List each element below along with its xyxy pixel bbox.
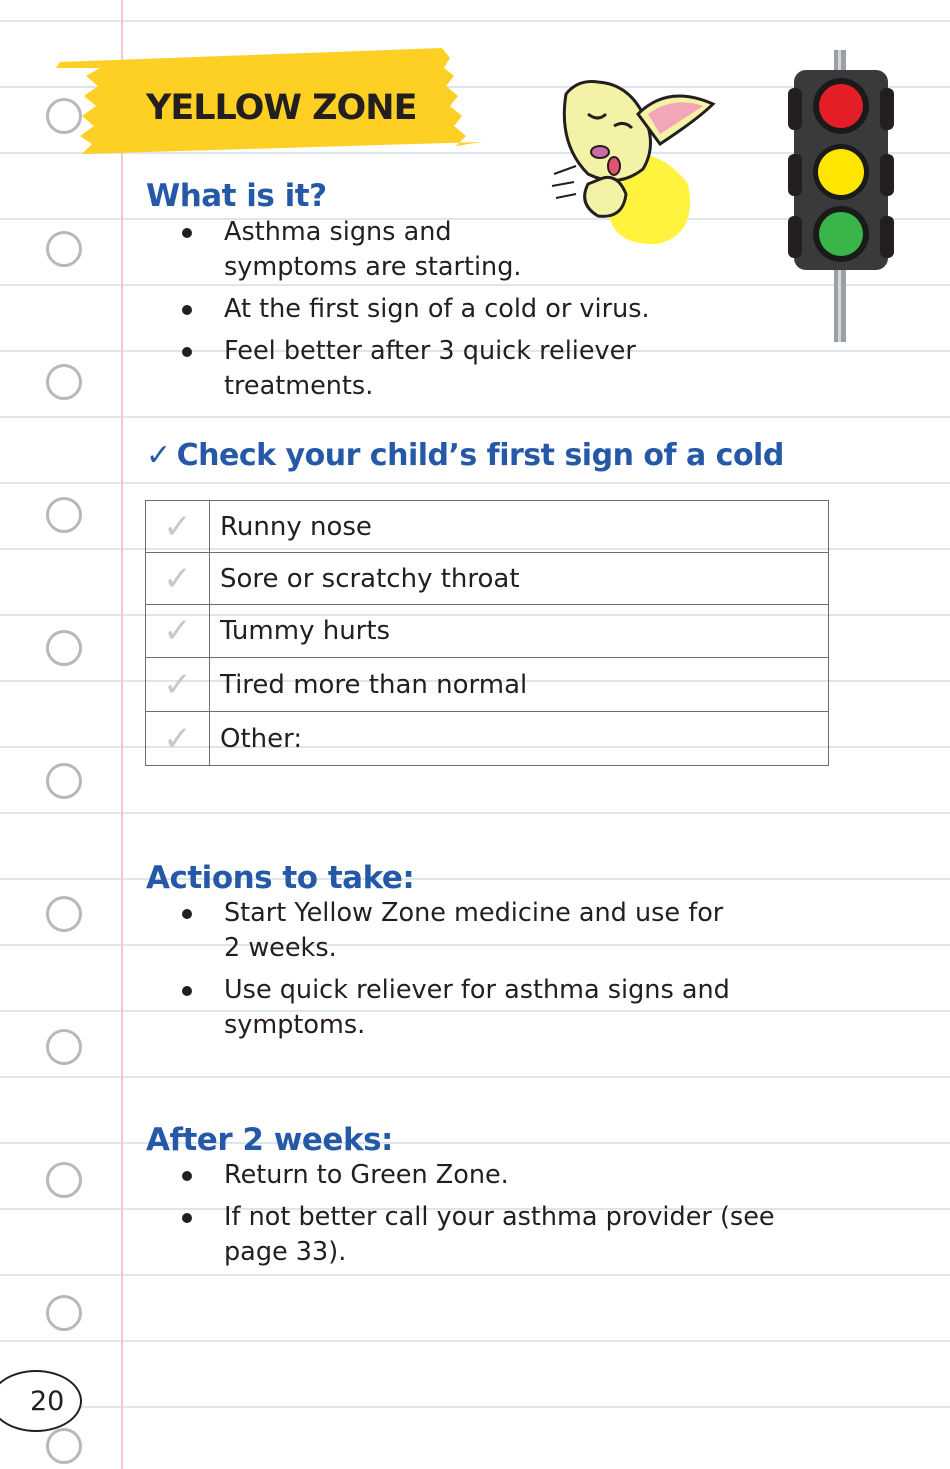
list-item-line: Return to Green Zone.: [224, 1160, 509, 1190]
check-mark-icon: ✓: [163, 506, 192, 547]
binder-ring: [46, 896, 82, 932]
cold-signs-checklist: [145, 500, 829, 766]
checklist-label: Sore or scratchy throat: [210, 553, 829, 605]
list-item: [146, 1158, 786, 1193]
what-is-it-heading: What is it?: [146, 178, 327, 214]
check-mark-icon: ✓: [163, 611, 192, 651]
list-item-line: 2 weeks.: [224, 933, 337, 963]
checklist-row: [146, 553, 829, 605]
binder-ring: [46, 364, 82, 400]
checklist-heading-text: Check your child’s first sign of a cold: [176, 438, 784, 473]
check-mark-icon: ✓: [163, 718, 192, 759]
list-item: [146, 334, 786, 404]
check-mark-icon: ✓: [163, 664, 192, 705]
checklist-row: [146, 712, 829, 766]
list-item-line: Use quick reliever for asthma signs and: [224, 975, 730, 1005]
list-item: [146, 292, 786, 327]
binder-ring: [46, 630, 82, 666]
checklist-label[interactable]: Other:: [210, 712, 829, 766]
list-item: [146, 215, 786, 285]
list-item: [146, 1200, 786, 1270]
list-item-line: symptoms are starting.: [224, 252, 522, 282]
page-number: 20: [30, 1386, 65, 1417]
checklist-row: [146, 501, 829, 553]
checklist-label: Runny nose: [210, 501, 829, 553]
checkbox[interactable]: [146, 553, 210, 605]
list-item-line: If not better call your asthma provider (see: [224, 1202, 775, 1232]
checklist-label: Tummy hurts: [210, 605, 829, 658]
margin-line: [121, 0, 123, 1469]
checklist-row: [146, 605, 829, 658]
after-heading: After 2 weeks:: [146, 1122, 393, 1158]
zone-title: YELLOW ZONE: [146, 88, 417, 128]
list-item-line: At the first sign of a cold or virus.: [224, 294, 650, 324]
what-is-it-list: [146, 215, 786, 411]
after-list: [146, 1158, 786, 1277]
page-number-badge: [0, 1370, 82, 1432]
traffic-light-icon: [786, 50, 896, 342]
checkbox[interactable]: [146, 605, 210, 658]
list-item-line: Start Yellow Zone medicine and use for: [224, 898, 724, 928]
checkbox[interactable]: [146, 501, 210, 553]
binder-ring: [46, 1029, 82, 1065]
checklist-heading: [146, 438, 784, 473]
list-item-line: Feel better after 3 quick reliever treatments.: [224, 336, 636, 401]
check-mark-icon: ✓: [163, 558, 192, 599]
actions-list: [146, 896, 786, 1050]
list-item: [146, 896, 786, 966]
binder-ring: [46, 1162, 82, 1198]
list-item-line: page 33).: [224, 1237, 347, 1267]
check-icon: ✓: [146, 438, 171, 473]
checklist-row: [146, 658, 829, 712]
binder-ring: [46, 1295, 82, 1331]
binder-ring: [46, 1428, 82, 1464]
list-item-line: Asthma signs and: [224, 217, 452, 247]
checkbox[interactable]: [146, 658, 210, 712]
list-item-line: symptoms.: [224, 1010, 366, 1040]
actions-heading: Actions to take:: [146, 860, 415, 896]
binder-ring: [46, 231, 82, 267]
list-item: [146, 973, 786, 1043]
binder-ring: [46, 763, 82, 799]
binder-ring: [46, 497, 82, 533]
checkbox[interactable]: [146, 712, 210, 766]
checklist-label: Tired more than normal: [210, 658, 829, 712]
